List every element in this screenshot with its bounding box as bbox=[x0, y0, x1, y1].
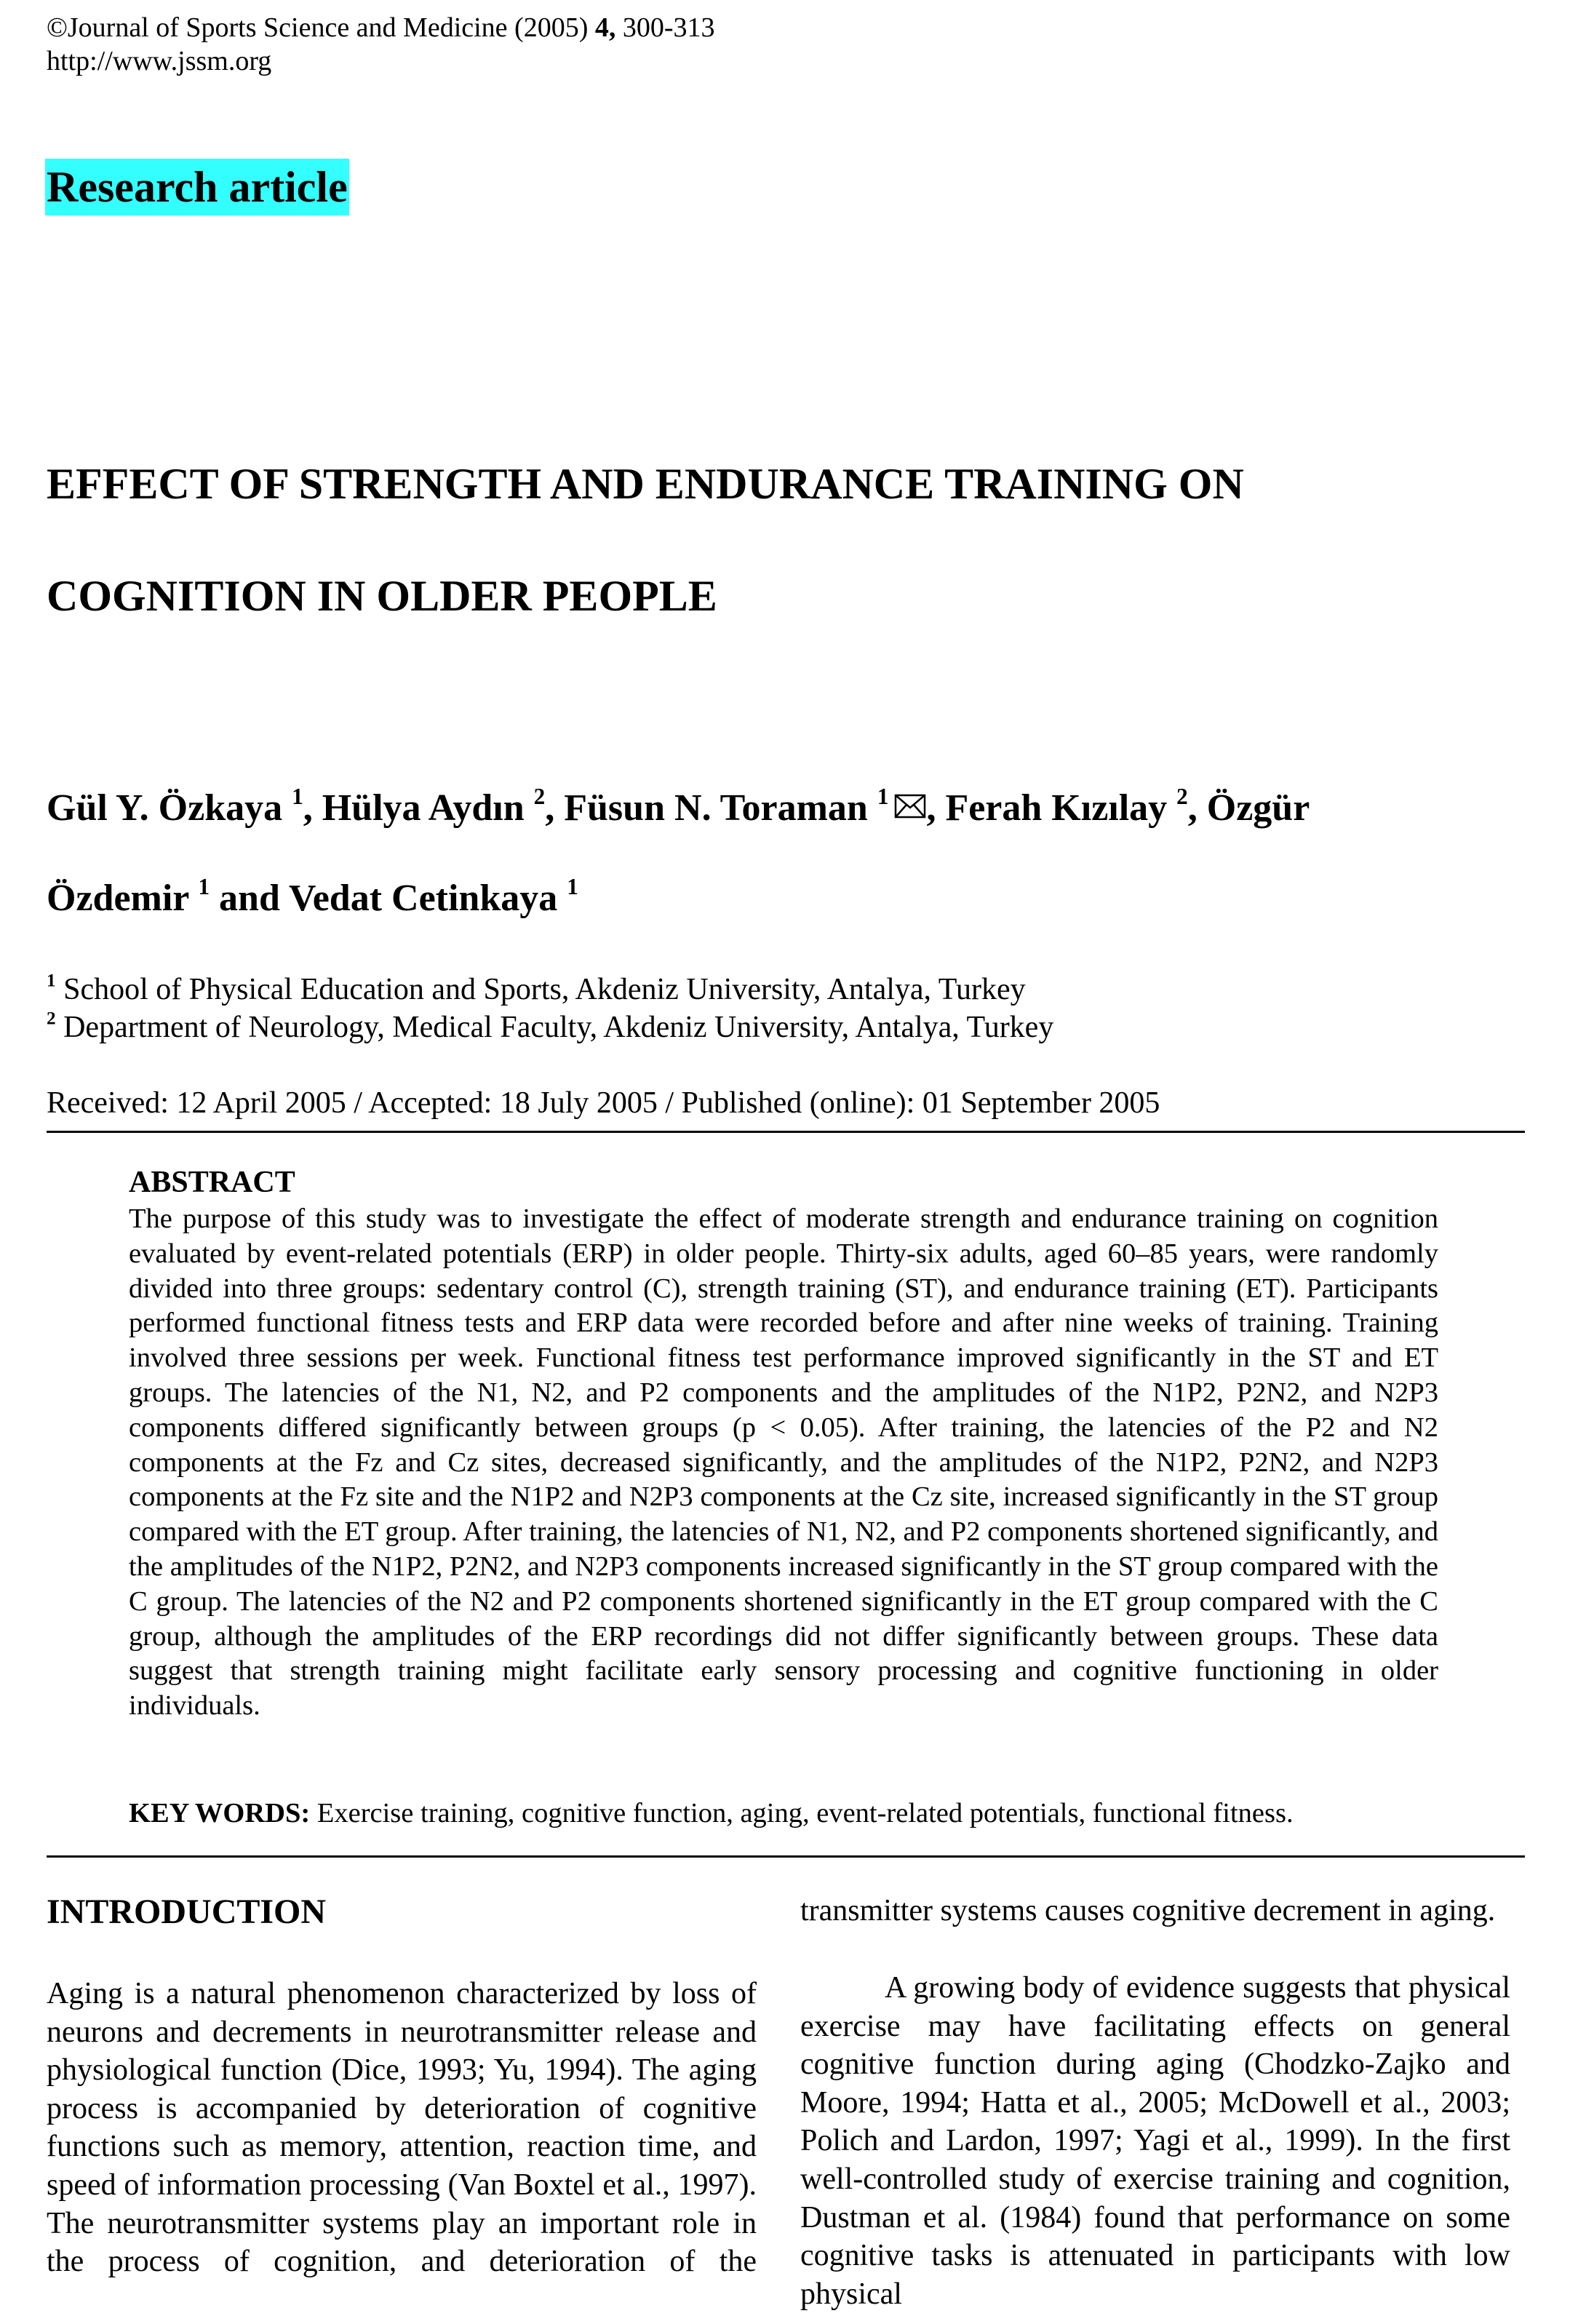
affiliation-1 bbox=[47, 971, 1026, 1008]
introduction-left-column: Aging is a natural phenomenon characterized by loss of neurons and decrements in neurotransmitter release and physiological function (Dice, 1993; Yu, 1994). The aging process is accompanied by deterioration of cognitive functions such as memory, attention, reaction time, and speed of information processing (Van Boxtel et al., 1997). The neurotransmitter systems play an important role in the process of cognition, and deterioration of the bbox=[47, 1977, 757, 2279]
affiliation-text: School of Physical Education and Sports, Akdeniz University, Antalya, Turkey bbox=[55, 973, 1026, 1006]
author-name: , Füsun N. Toraman bbox=[545, 787, 877, 829]
title-line-1: EFFECT OF STRENGTH AND ENDURANCE TRAINING ON bbox=[47, 460, 1244, 508]
abstract-body: The purpose of this study was to investigate the effect of moderate strength and endurance training on cognition evaluated by event-related potentials (ERP) in older people. Thirty-six adults, aged 60–85 years, were randomly divided into three groups: sedentary control (C), strength training (ST), and endurance training (ET). Participants performed functional fitness tests and ERP data were recorded before and after nine weeks of training. Training involved three sessions per week. Functional fitness test performance improved significantly in the ST and ET groups. The latencies of the N1, N2, and P2 components and the amplitudes of the N1P2, P2N2, and N2P3 components differed significantly between groups (p < 0.05). After training, the latencies of the P2 and N2 components at the Fz and Cz sites, decreased significantly, and the amplitudes of the N1P2, P2N2, and N2P3 components at the Fz site and the N1P2 and N2P3 components at the Cz site, increased significantly in the ST group compared with the ET group. After training, the latencies of N1, N2, and P2 components shortened significantly, and the amplitudes of the N1P2, P2N2, and N2P3 components increased significantly in the ST group compared with the C group. The latencies of the N2 and P2 components shortened significantly in the ET group compared with the C group, although the amplitudes of the ERP recordings did not differ significantly between groups. These data suggest that strength training might facilitate early sensory processing and cognitive functioning in older individuals. bbox=[129, 1203, 1438, 1722]
journal-url[interactable]: http://www.jssm.org bbox=[47, 46, 272, 76]
authors-line-1 bbox=[47, 786, 1310, 831]
divider-bottom bbox=[47, 1855, 1525, 1858]
author-name: Özdemir bbox=[47, 878, 199, 919]
author-affiliation-mark: 1 bbox=[198, 874, 210, 900]
author-name: , Özgür bbox=[1187, 787, 1310, 829]
author-name: , Hülya Aydın bbox=[303, 787, 534, 829]
affiliation-2 bbox=[47, 1008, 1053, 1046]
author-name: , Ferah Kızılay bbox=[926, 787, 1177, 829]
author-affiliation-mark: 2 bbox=[533, 784, 546, 810]
author-affiliation-mark: 2 bbox=[1176, 784, 1188, 810]
affiliation-number: 2 bbox=[47, 1008, 56, 1029]
journal-name: ©Journal of Sports Science and Medicine (2005) bbox=[47, 12, 595, 43]
author-affiliation-mark: 1 bbox=[877, 784, 889, 810]
introduction-right-column-paragraph: A growing body of evidence suggests that physical exercise may have facilitating effects on general cognitive function during aging (Chodzko-Zajko and Moore, 1994; Hatta et al., 2005; McDowell et al., 2003; Polich and Lardon, 1997; Yagi et al., 1999). In the first well-controlled study of exercise training and cognition, Dustman et al. (1984) found that performance on some cognitive tasks is attenuated in participants with low physical bbox=[800, 1971, 1510, 2311]
author-affiliation-mark: 1 bbox=[292, 784, 303, 810]
divider-top bbox=[47, 1131, 1525, 1133]
abstract-heading: ABSTRACT bbox=[129, 1166, 295, 1199]
author-affiliation-mark: 1 bbox=[567, 874, 578, 900]
authors-line-2 bbox=[47, 876, 578, 921]
journal-citation bbox=[47, 12, 715, 44]
journal-volume: 4, bbox=[594, 12, 616, 43]
author-name: Gül Y. Özkaya bbox=[47, 787, 292, 829]
introduction-right-column-top: transmitter systems causes cognitive decrement in aging. bbox=[800, 1894, 1496, 1927]
affiliation-text: Department of Neurology, Medical Faculty, Akdeniz University, Antalya, Turkey bbox=[55, 1011, 1054, 1044]
keywords-label: KEY WORDS: bbox=[129, 1798, 311, 1828]
envelope-icon[interactable] bbox=[894, 794, 926, 819]
author-name: and Vedat Cetinkaya bbox=[210, 878, 567, 919]
keywords-text: Exercise training, cognitive function, aging, event-related potentials, functional fitness. bbox=[310, 1798, 1294, 1828]
journal-pages: 300-313 bbox=[615, 12, 715, 43]
keywords bbox=[129, 1796, 1453, 1831]
article-type-label: Research article bbox=[45, 159, 349, 215]
affiliation-number: 1 bbox=[47, 971, 56, 991]
publication-dates: Received: 12 April 2005 / Accepted: 18 July 2005 / Published (online): 01 September 2005 bbox=[47, 1086, 1160, 1120]
title-line-2: COGNITION IN OLDER PEOPLE bbox=[47, 572, 717, 620]
introduction-heading: INTRODUCTION bbox=[47, 1893, 327, 1931]
